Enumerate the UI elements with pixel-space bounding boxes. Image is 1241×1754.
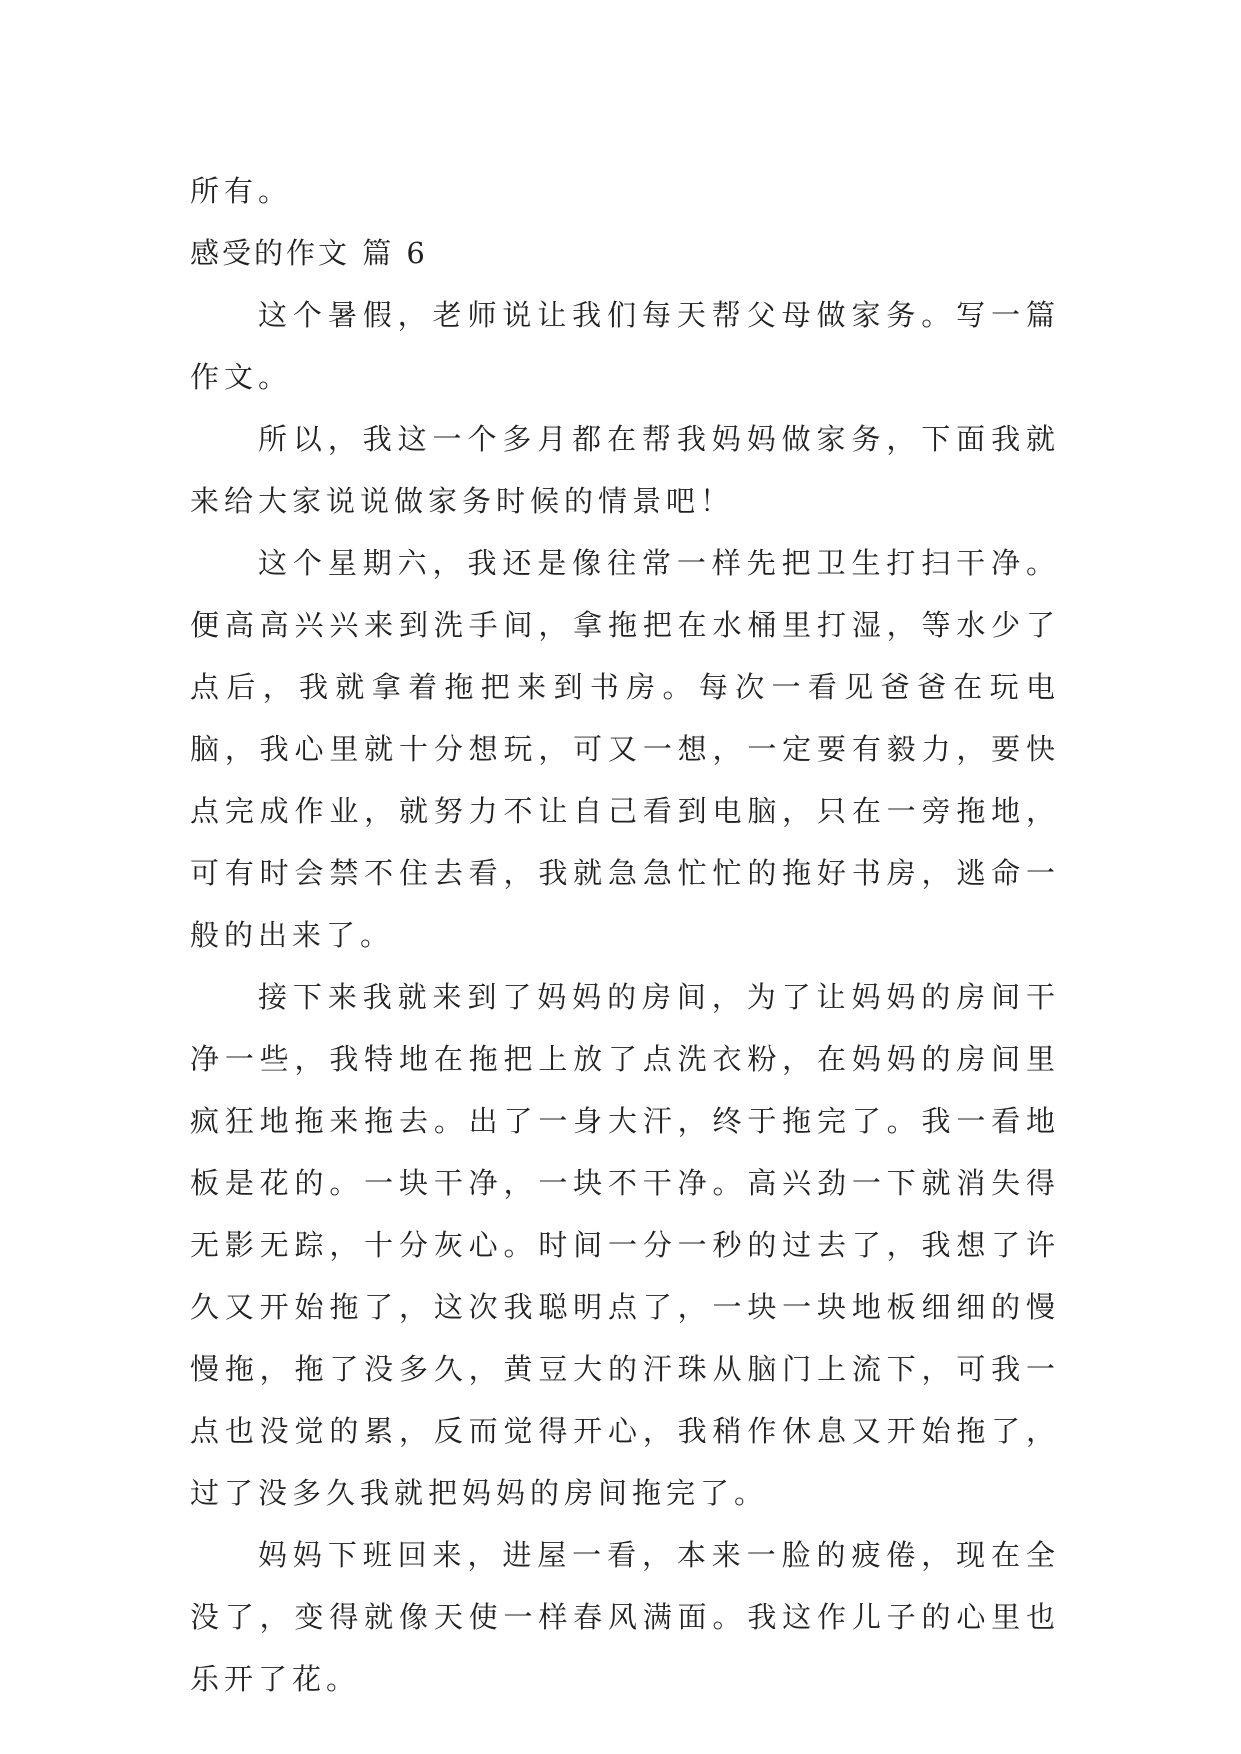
essay-heading: 感受的作文 篇 6: [190, 236, 428, 270]
paragraph: 这个暑假，老师说让我们每天帮父母做家务。写一篇作文。: [190, 298, 1060, 394]
paragraph: 所以，我这一个多月都在帮我妈妈做家务，下面我就来给大家说说做家务时候的情景吧！: [190, 422, 1060, 518]
paragraph: 接下来我就来到了妈妈的房间，为了让妈妈的房间干净一些，我特地在拖把上放了点洗衣粉，在妈妈的房间里疯狂地拖来拖去。出了一身大汗，终于拖完了。我一看地板是花的。一块干净，一块不干净。高兴劲一下就消失得无影无踪，十分灰心。时间一分一秒的过去了，我想了许久又开始拖了，这次我聪明点了，一块一块地板细细的慢慢拖，拖了没多久，黄豆大的汗珠从脑门上流下，可我一点也没觉的累，反而觉得开心，我稍作休息又开始拖了，过了没多久我就把妈妈的房间拖完了。: [190, 980, 1060, 1510]
essay-body: [190, 160, 1060, 1710]
paragraph: 这个星期六，我还是像往常一样先把卫生打扫干净。便高高兴兴来到洗手间，拿拖把在水桶里打湿，等水少了点后，我就拿着拖把来到书房。每次一看见爸爸在玩电脑，我心里就十分想玩，可又一想，一定要有毅力，要快点完成作业，就努力不让自己看到电脑，只在一旁拖地，可有时会禁不住去看，我就急急忙忙的拖好书房，逃命一般的出来了。: [190, 546, 1060, 952]
leading-fragment: 所有。: [190, 174, 293, 208]
paragraph: 妈妈下班回来，进屋一看，本来一脸的疲倦，现在全没了，变得就像天使一样春风满面。我这作儿子的心里也乐开了花。: [190, 1538, 1060, 1696]
